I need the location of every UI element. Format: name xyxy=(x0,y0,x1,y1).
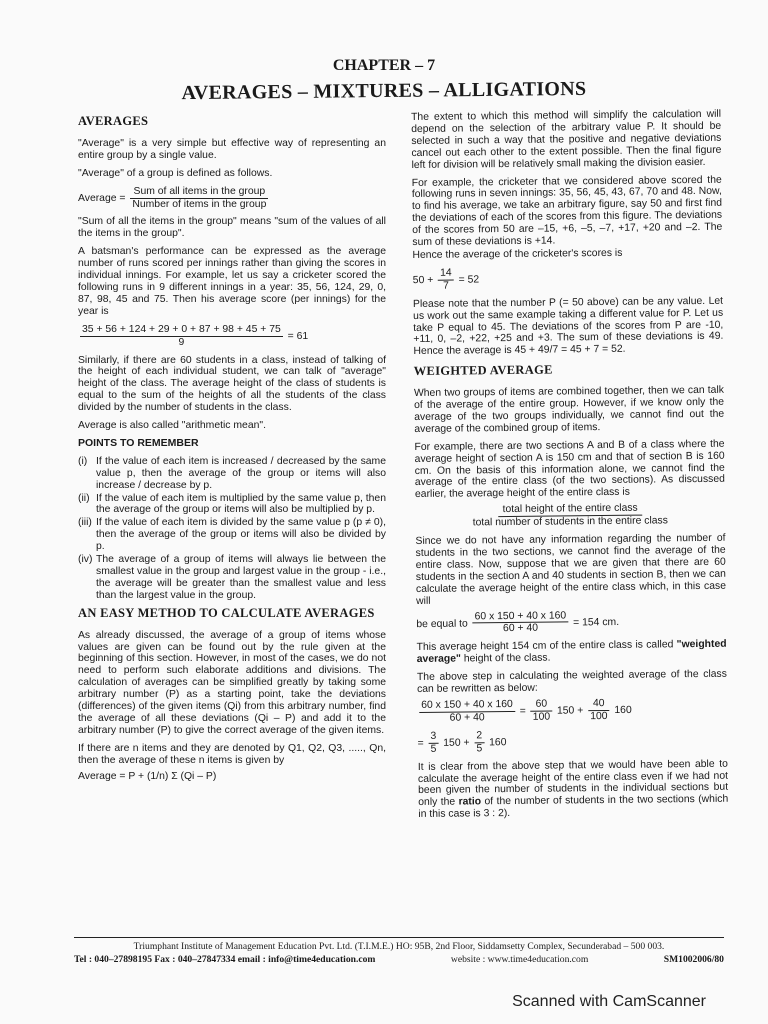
fraction xyxy=(474,730,484,755)
numerator: 3 xyxy=(428,731,438,744)
fraction xyxy=(428,731,438,756)
section-heading-weighted-average: WEIGHTED AVERAGE xyxy=(413,362,553,379)
points-heading: POINTS TO REMEMBER xyxy=(78,436,199,449)
equation-result: = 52 xyxy=(458,274,480,286)
paragraph xyxy=(417,639,727,666)
list-text: If the value of each item is multiplied by the same value p, then the average of the group or items will also be multiplied by p. xyxy=(96,492,386,516)
paragraph xyxy=(418,758,729,821)
text: of the number of students in the two sections (which in this case is 3 : 2). xyxy=(418,794,729,821)
numerator: Sum of all items in the group xyxy=(130,186,268,199)
fraction xyxy=(588,698,610,723)
list-marker: (iii) xyxy=(78,517,92,529)
numerator: 35 + 56 + 124 + 29 + 0 + 87 + 98 + 45 + 75 xyxy=(82,323,281,335)
paragraph: For example, the cricketer that we considered above scored the following runs in seven innings: 35, 56, 45, 43, 67, 70 and 48. Now, to find his average, we take an arbitrary figure, say 50 and first find the deviations of each of the scores from this figure. The deviations of the scores from 50 are –15, +6, –5, –7, +17, +20 and –2. The sum of these deviations is +14. xyxy=(411,174,723,249)
equation-rewritten xyxy=(417,697,727,725)
average-deviation-formula: Average = P + (1/n) Σ (Qi – P) xyxy=(78,770,217,782)
numerator: 60 x 150 + 40 x 160 xyxy=(419,699,515,713)
paragraph: Since we do not have any information regarding the number of students in the two sections, we cannot find the average of the entire class. Now, suppose that we are given that there are 60 students in the section A and 40 students in section B, then we can calculate the average height of the entire class which, in this case will xyxy=(415,532,727,607)
average-formula xyxy=(78,186,386,211)
text: It is clear from the above step that we would have been able to calculate the average height of the entire class even if we had not been given the number of students in the individual sections but only the xyxy=(417,758,729,809)
list-text: If the value of each item is increased / decreased by the same value p, then the average of the group or items will also increase / decrease by p. xyxy=(96,455,386,491)
paragraph: If there are n items and they are denoted by Q1, Q2, Q3, ....., Qn, then the average of these n items is given by xyxy=(78,742,386,766)
formula-lhs: Average = xyxy=(78,192,126,204)
paragraph: "Average" is a very simple but effective way of representing an entire group by a single value. xyxy=(78,137,386,161)
numerator: 14 xyxy=(438,267,454,280)
paragraph: Please note that the number P (= 50 above) can be any value. Let us work out the same example taking a different value for P. Let us take P equal to 45. The deviations of the scores from P are -10, +11, 0, –2, +22, +25 and +3. The sum of these deviations is 49. Hence the average is 45 + 49/7 = 45 + 7 = 52. xyxy=(412,295,724,358)
text: height of the class. xyxy=(460,652,551,665)
numerator: 40 xyxy=(588,698,609,711)
term-weighted-average: "weighted average" xyxy=(416,639,727,666)
fraction xyxy=(473,610,569,636)
list-item xyxy=(78,517,386,553)
paragraph: Hence the average of the cricketer's scores is xyxy=(412,247,623,261)
numerator: 60 x 150 + 40 x 160 xyxy=(473,610,569,624)
camscanner-watermark: Scanned with CamScanner xyxy=(512,993,706,1010)
denominator: 5 xyxy=(476,742,483,755)
fraction xyxy=(438,267,454,292)
list-text: The average of a group of items will always lie between the smallest value in the group and largest value in the group - i.e., the average will be greater than the smallest value and less than the largest value in the group. xyxy=(96,554,386,601)
equals-sign: = xyxy=(417,737,424,749)
equation-average-runs xyxy=(78,324,386,349)
list-marker: (ii) xyxy=(78,492,90,504)
denominator: 5 xyxy=(430,743,437,755)
term: 160 xyxy=(614,704,632,717)
term: 160 xyxy=(489,736,507,749)
list-item xyxy=(78,493,386,517)
equation-lhs: be equal to xyxy=(416,618,468,630)
fraction xyxy=(531,699,553,724)
footer-contact: Tel : 040–27898195 Fax : 040–27847334 email : info@time4education.com xyxy=(74,954,376,965)
paragraph: A batsman's performance can be expressed as the average number of runs scored per innings rather than giving the scores in individual innings. For example, let us say a cricketer scored the following runs in 9 different innings in a year: 35, 56, 124, 29, 0, 87, 98, 45 and 75. Then his average score (per innings) for the year is xyxy=(78,246,386,317)
class-average-formula xyxy=(415,502,725,530)
chapter-label: CHAPTER – 7 xyxy=(332,57,436,74)
denominator: 60 + 40 xyxy=(449,712,485,724)
paragraph: Similarly, if there are 60 students in a class, instead of talking of the height of each individual student, we can talk of "average" height of the class. The average height of the class of students is equal to the sum of the heights of all the students of the class divided by the number of students in the class. xyxy=(78,354,386,414)
left-column xyxy=(78,112,386,789)
paragraph: For example, there are two sections A and B of a class where the average height of section A is 150 cm and that of section B is 160 cm. On the basis of this information alone, we cannot find the average of the entire class (of the two sections). As discussed earlier, the average height of the entire class is xyxy=(414,438,725,501)
equation-result: = 154 cm. xyxy=(573,616,620,629)
denominator: total number of students in the entire class xyxy=(472,515,668,529)
list-item xyxy=(78,456,386,492)
right-column xyxy=(411,109,728,827)
fraction xyxy=(80,324,283,349)
list-text: If the value of each item is divided by the same value p (p ≠ 0), then the average of the group or items will also be divided by p. xyxy=(96,517,386,553)
paragraph: "Average" of a group is defined as follows. xyxy=(78,167,273,179)
denominator: 100 xyxy=(532,711,551,723)
text: This average height 154 cm of the entire class is called xyxy=(416,639,674,654)
fraction xyxy=(130,186,268,211)
chapter-title: AVERAGES – MIXTURES – ALLIGATIONS xyxy=(181,77,587,105)
page-footer xyxy=(74,937,724,966)
paragraph: The above step in calculating the weighted average of the class can be rewritten as below: xyxy=(416,668,727,696)
denominator: 60 + 40 xyxy=(502,623,539,635)
equation-lhs: 50 + xyxy=(412,274,434,287)
denominator: Number of items in the group xyxy=(132,198,267,210)
section-heading-easy-method: AN EASY METHOD TO CALCULATE AVERAGES xyxy=(78,605,375,620)
paragraph: When two groups of items are combined together, then we can talk of the average of the entire group. However, if we know only the average of the two groups individually, we cannot find out the average of the combined group of items. xyxy=(413,384,725,435)
paragraph: "Sum of all the items in the group" means "sum of the values of all the items in the group". xyxy=(78,216,386,240)
fraction xyxy=(419,699,515,725)
numerator: total height of the entire class xyxy=(499,503,642,517)
denominator: 100 xyxy=(590,710,608,723)
paragraph: As already discussed, the average of a group of items whose values are given can be found out by the rule given at the beginning of this section. However, in most of the cases, we do not need to perform such elaborate additions and divisions. The calculation of averages can be simplified greatly by taking some arbitrary number (P) as a starting point, take the deviations (differences) of the given items (Qi) from this arbitrary number, find the average of all these deviations (Qi – P) and add it to the arbitrary number (P) to give the correct average of the given items. xyxy=(78,629,386,736)
list-marker: (iv) xyxy=(78,554,93,566)
equals-sign: = xyxy=(519,705,526,718)
paragraph: The extent to which this method will simplify the calculation will depend on the selection of the arbitrary value P. It should be selected in such a way that the positive and negative deviations cancel out each other to the extent possible. Then the final figure left for division will be relatively small making the division easier. xyxy=(411,108,722,171)
denominator: 7 xyxy=(443,280,449,292)
footer-website: website : www.time4education.com xyxy=(450,954,589,965)
paragraph: Average is also called "arithmetic mean". xyxy=(78,420,266,432)
denominator: 9 xyxy=(178,336,185,348)
footer-contact-row xyxy=(74,953,724,966)
equation-result: = 61 xyxy=(287,330,309,342)
footer-code: SM1002006/80 xyxy=(663,954,724,965)
section-heading-averages: AVERAGES xyxy=(78,114,149,128)
list-item xyxy=(78,554,386,602)
term: 150 + xyxy=(443,737,470,749)
footer-address: Triumphant Institute of Management Education Pvt. Ltd. (T.I.M.E.) HO: 95B, 2nd Floor, Siddamsetty Complex, Secunderabad – 500 003. xyxy=(133,941,665,952)
equation-weighted-154 xyxy=(416,608,726,636)
equation-ratio-form xyxy=(417,728,727,756)
numerator: 60 xyxy=(531,699,552,712)
term: 150 + xyxy=(556,705,584,717)
term-ratio: ratio xyxy=(458,796,482,808)
equation-average-52 xyxy=(413,265,723,293)
list-marker: (i) xyxy=(78,455,88,467)
numerator: 2 xyxy=(474,730,484,743)
points-list xyxy=(78,456,386,602)
